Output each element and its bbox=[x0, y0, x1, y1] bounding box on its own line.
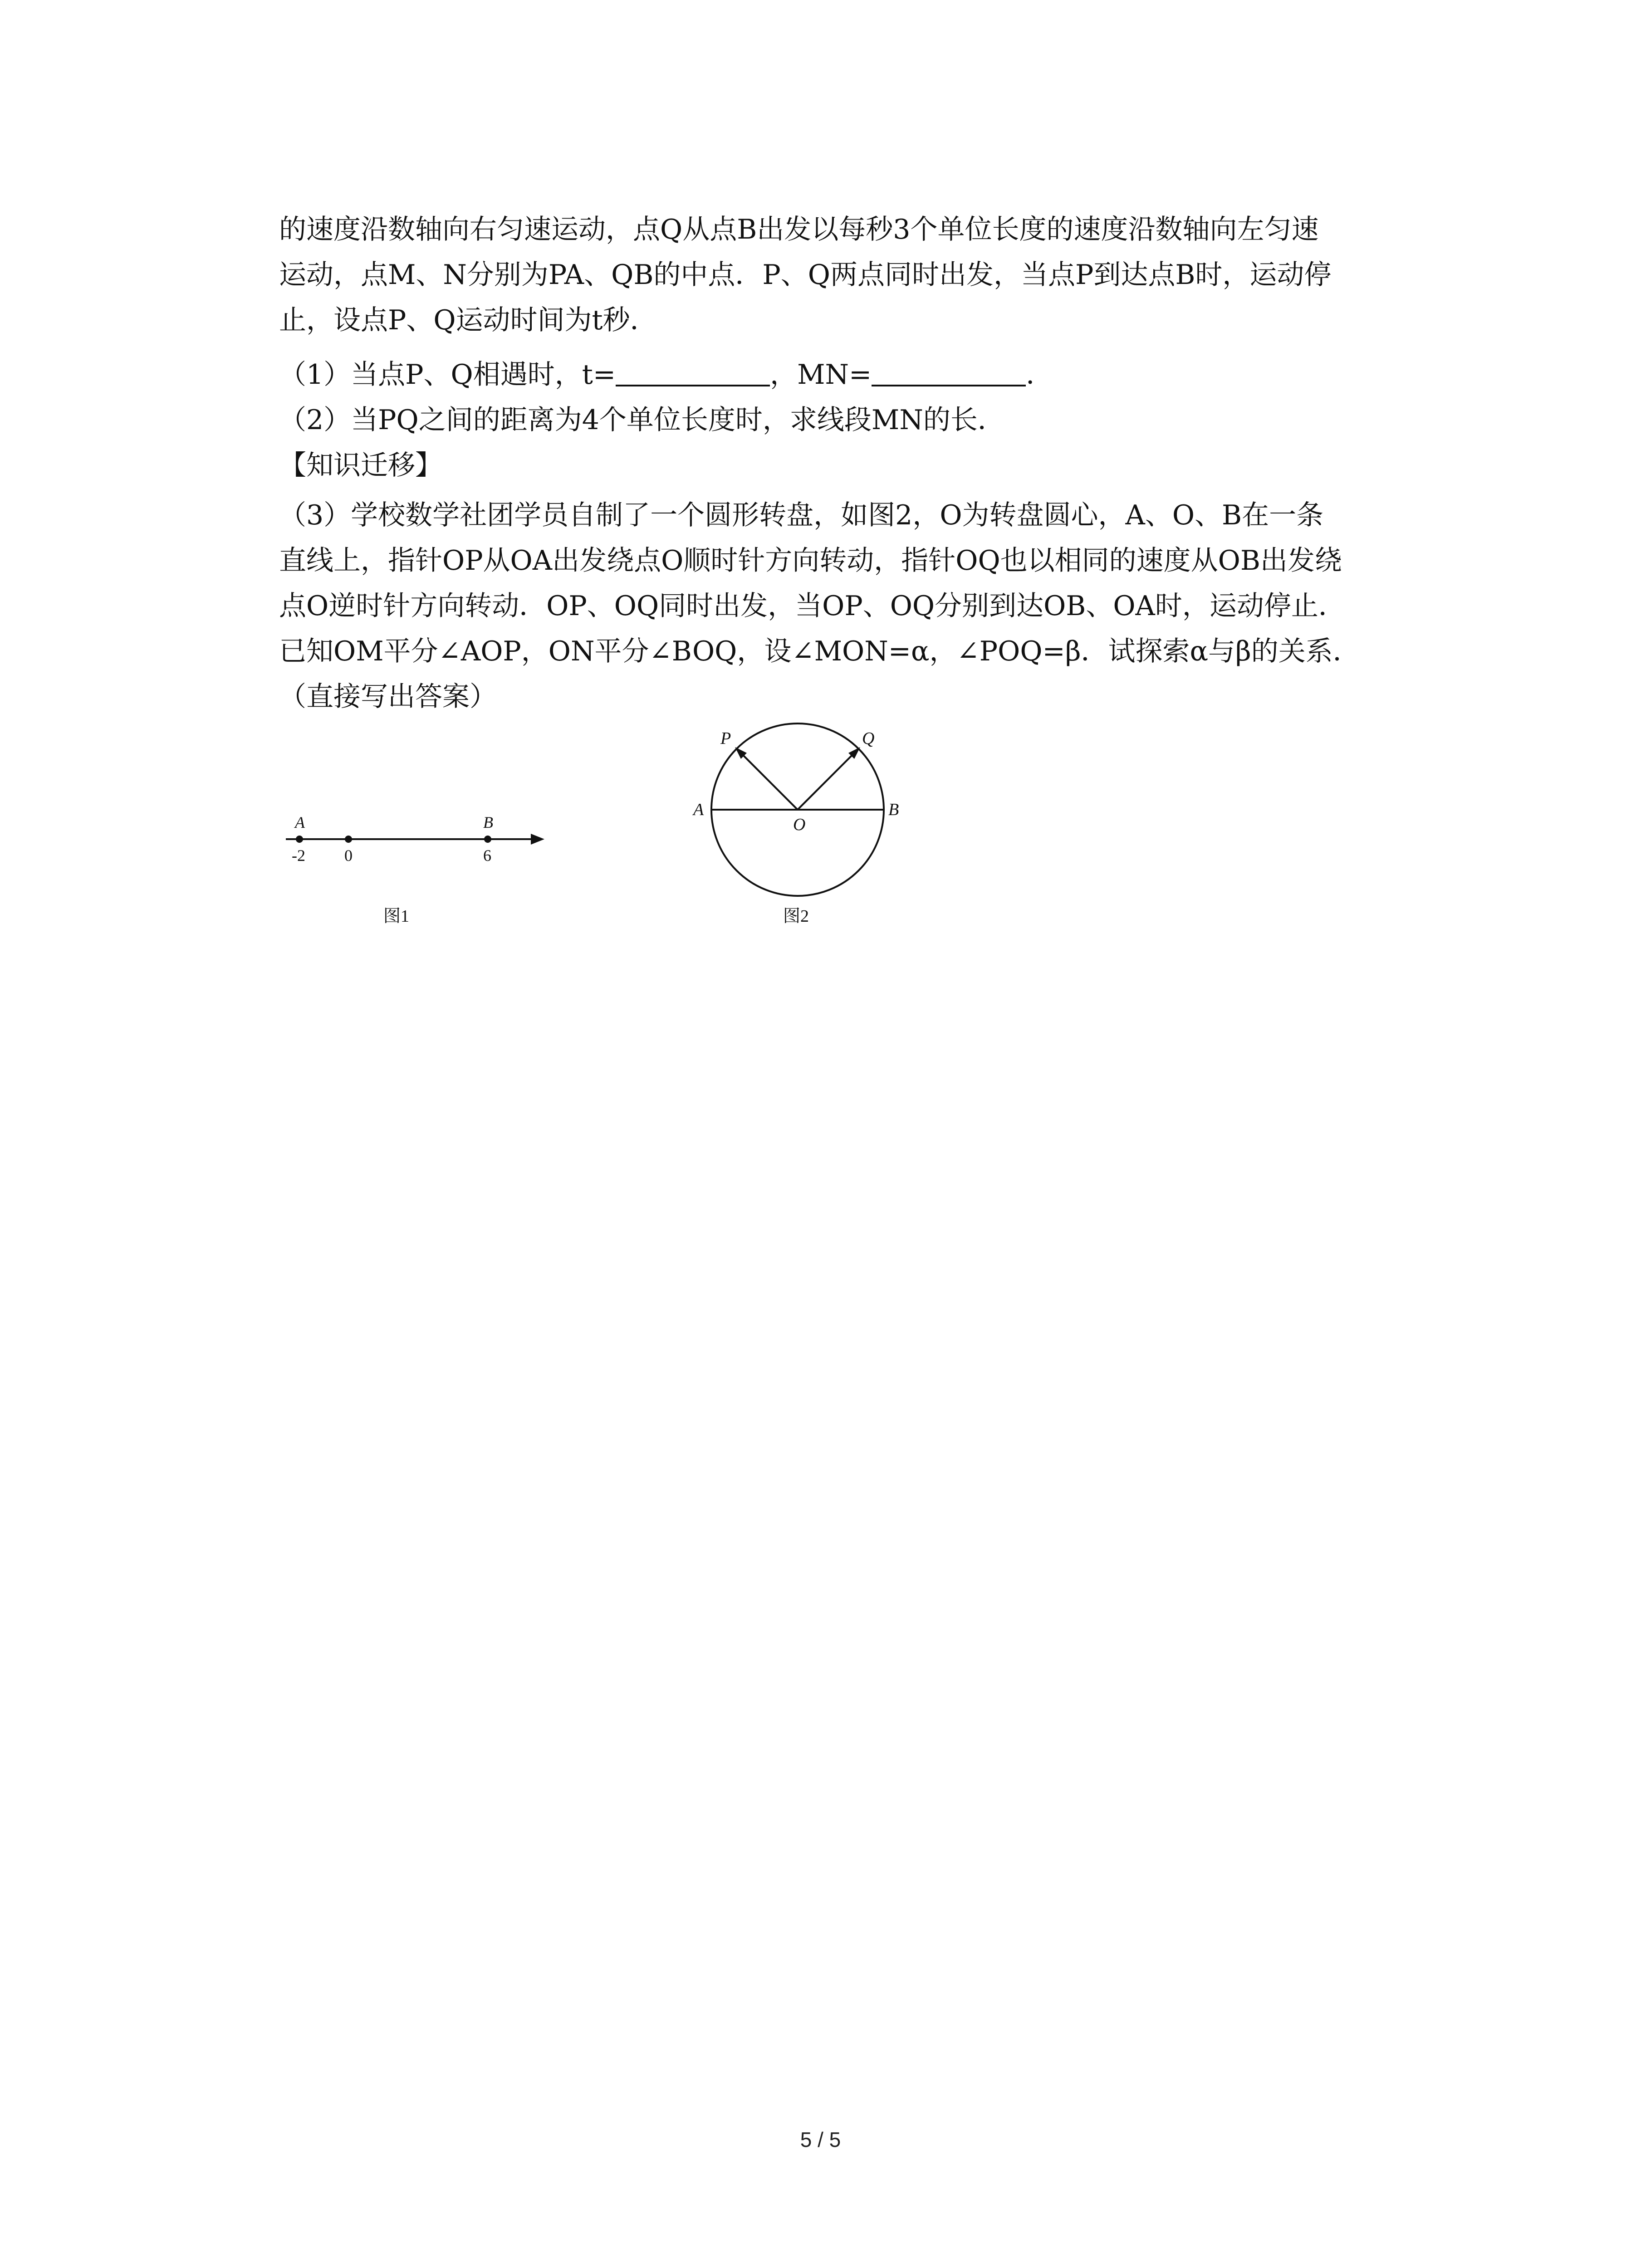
number-line-arrow bbox=[531, 834, 544, 845]
problem-intro-line-2: 运动，点M、N分别为PA、QB的中点．P、Q两点同时出发，当点P到达点B时，运动停 bbox=[279, 259, 1332, 291]
question-3-line-5: （直接写出答案） bbox=[279, 681, 497, 713]
label-b: B bbox=[888, 800, 899, 819]
figure-1-caption: 图1 bbox=[383, 907, 410, 926]
point-a-label: A bbox=[295, 813, 305, 831]
label-a: A bbox=[693, 800, 704, 819]
question-1-middle: ，MN= bbox=[770, 359, 872, 391]
question-3-line-2: 直线上，指针OP从OA出发绕点O顺时针方向转动，指针OQ也以相同的速度从OB出发绕 bbox=[279, 545, 1342, 577]
page-number: 5 / 5 bbox=[800, 2128, 841, 2151]
tick-label-0: 0 bbox=[344, 846, 353, 865]
answer-blank-mn[interactable] bbox=[872, 358, 1026, 386]
label-o: O bbox=[793, 815, 806, 834]
pointer-oq bbox=[798, 749, 858, 810]
question-3-line-3: 点O逆时针方向转动．OP、OQ同时出发，当OP、OQ分别到达OB、OA时，运动停止． bbox=[279, 590, 1346, 622]
problem-intro-line-1: 的速度沿数轴向右匀速运动，点Q从点B出发以每秒3个单位长度的速度沿数轴向左匀速 bbox=[279, 214, 1319, 245]
point-b-label: B bbox=[483, 813, 493, 831]
problem-intro-line-3: 止，设点P、Q运动时间为t秒． bbox=[279, 304, 657, 336]
question-1 bbox=[279, 357, 1053, 393]
figure-2-caption: 图2 bbox=[783, 907, 809, 926]
label-p: P bbox=[720, 729, 731, 748]
figure-2-circular-dial bbox=[681, 712, 935, 939]
point-origin-dot bbox=[345, 836, 352, 843]
question-3-line-1: （3）学校数学社团学员自制了一个圆形转盘，如图2，O为转盘圆心，A、O、B在一条 bbox=[279, 499, 1324, 531]
question-1-prefix: （1）当点P、Q相遇时，t= bbox=[279, 359, 616, 391]
pointer-op bbox=[737, 749, 798, 810]
question-3-line-4: 已知OM平分∠AOP，ON平分∠BOQ，设∠MON=α，∠POQ=β．试探索α与β的关系． bbox=[279, 635, 1360, 667]
section-heading: 【知识迁移】 bbox=[279, 450, 442, 481]
question-2: （2）当PQ之间的距离为4个单位长度时，求线段MN的长． bbox=[279, 404, 1005, 436]
label-q: Q bbox=[862, 729, 875, 748]
point-a-dot bbox=[296, 836, 303, 843]
tick-label-6: 6 bbox=[483, 846, 491, 865]
answer-blank-t[interactable] bbox=[616, 358, 770, 386]
figure-1-number-line bbox=[272, 789, 554, 939]
point-b-dot bbox=[484, 836, 491, 843]
question-1-suffix: ． bbox=[1026, 359, 1053, 391]
tick-label-minus-2: -2 bbox=[292, 846, 305, 865]
